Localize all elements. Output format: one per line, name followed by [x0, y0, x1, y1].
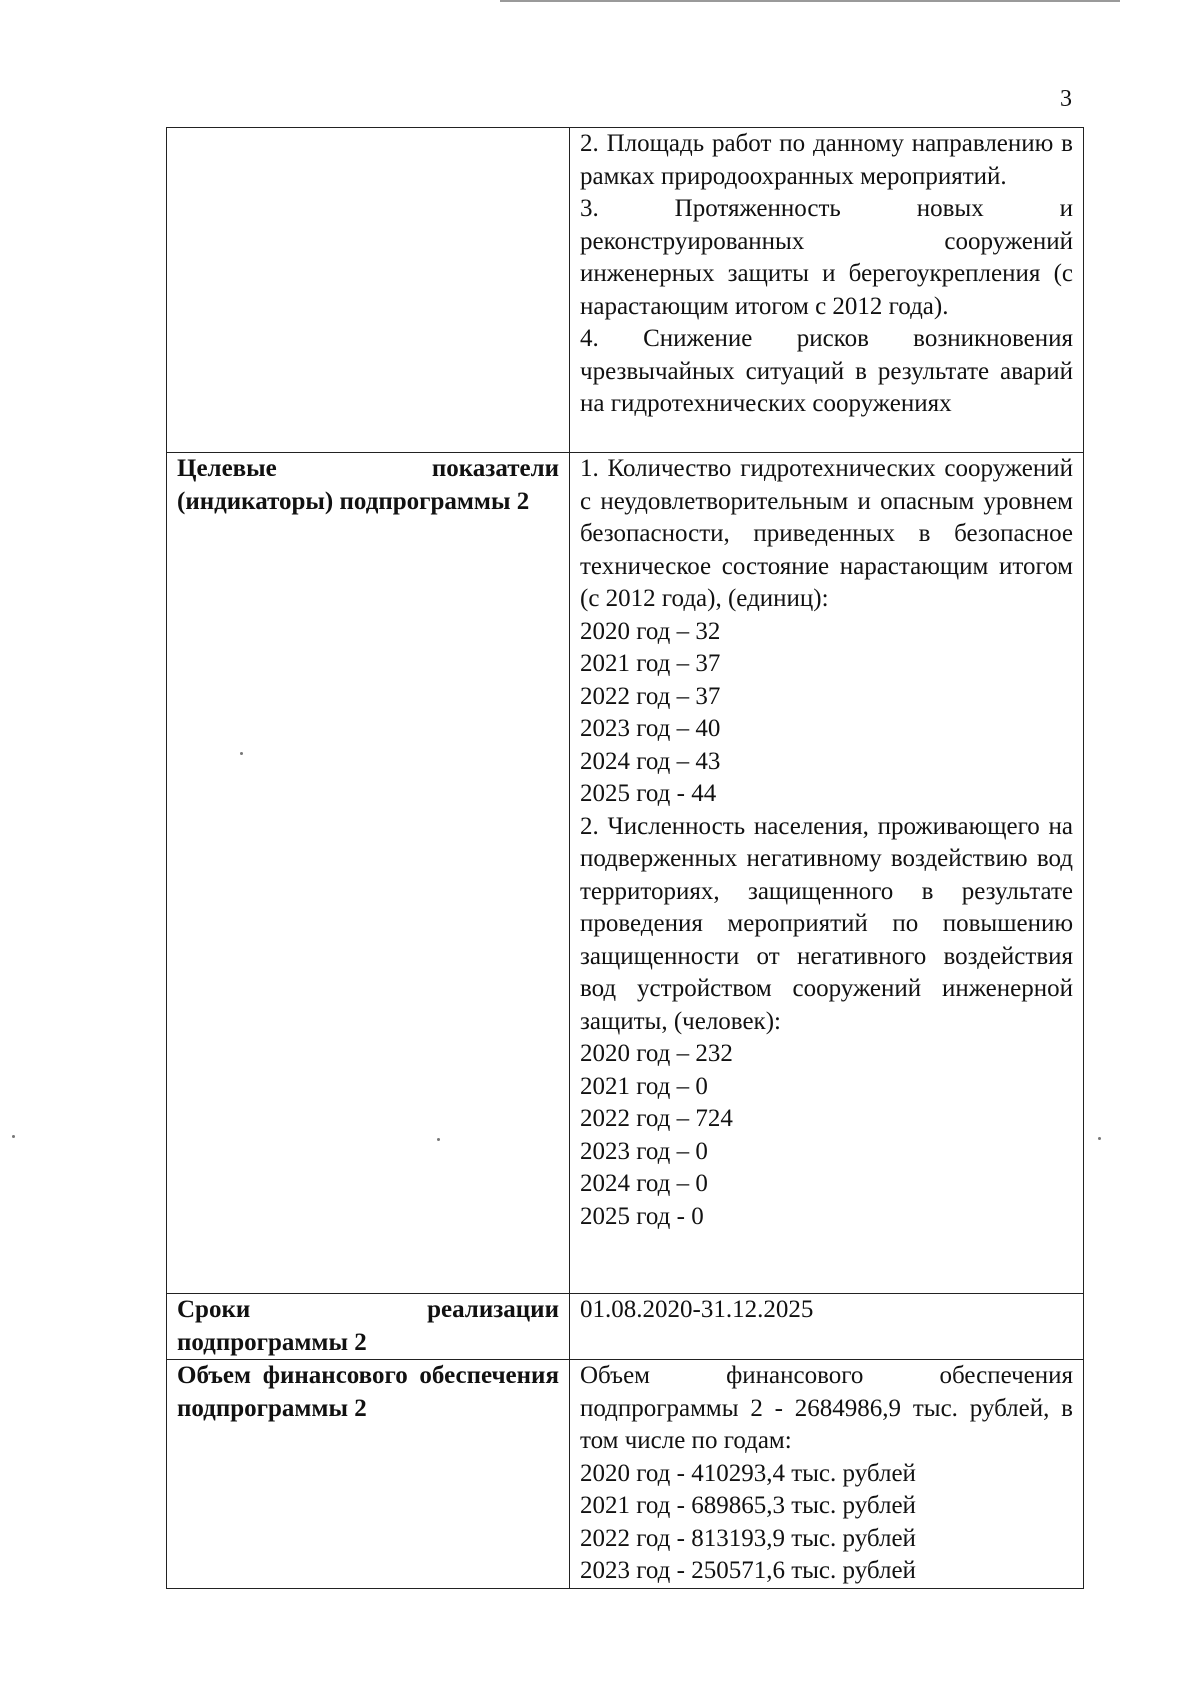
funding-year: 2021 год - 689865,3 тыс. рублей	[580, 1492, 916, 1519]
task-item-3: 3. Протяженность новых и реконструированных сооружений инженерных защиты и берегоукрепления (с нарастающим итогом с 2012 года).	[580, 195, 1073, 320]
indicator-1-year: 2020 год – 32	[580, 617, 721, 645]
subprogram-passport-table	[166, 127, 1084, 1589]
indicator-2-text: 2. Численность населения, проживающего на подверженных негативному воздействию вод территориях, защищенного в результате проведения мероприятий по повышению защищенности от негативного воздействия вод устройством сооружений инженерной защиты, (человек):	[580, 812, 1073, 1035]
page-number: 3	[1060, 86, 1072, 112]
scan-speck	[240, 752, 243, 755]
indicator-2-year: 2021 год – 0	[580, 1072, 708, 1100]
row-label-empty	[167, 128, 570, 453]
scan-speck	[12, 1135, 15, 1138]
indicator-1-text: 1. Количество гидротехнических сооружений с неудовлетворительным и опасным уровнем безопасности, приведенных в безопасное техническое состояние нарастающим итогом (с 2012 года), (единиц):	[580, 455, 1073, 612]
scan-speck	[437, 1138, 440, 1141]
funding-year: 2023 год - 250571,6 тыс. рублей	[580, 1557, 916, 1584]
table-row-target-indicators	[167, 453, 1084, 1294]
funding-volume-cell	[570, 1360, 1084, 1589]
indicator-2-year: 2024 год – 0	[580, 1170, 708, 1197]
funding-total-text: Объем финансового обеспечения подпрограммы 2 - 2684986,9 тыс. рублей, в том числе по годам:	[580, 1362, 1073, 1454]
indicator-1-year: 2021 год – 37	[580, 650, 721, 677]
indicator-2-year: 2023 год – 0	[580, 1137, 708, 1165]
task-item-4: 4. Снижение рисков возникновения чрезвычайных ситуаций в результате аварий на гидротехнических сооружениях	[580, 325, 1073, 417]
indicator-1-year: 2022 год – 37	[580, 682, 721, 710]
task-item-2: 2. Площадь работ по данному направлению в рамках природоохранных мероприятий.	[580, 130, 1073, 190]
indicator-1-year: 2025 год - 44	[580, 780, 717, 807]
scan-speck	[1098, 1137, 1101, 1140]
indicator-2-year: 2022 год – 724	[580, 1105, 733, 1132]
indicator-1-year: 2024 год – 43	[580, 747, 721, 775]
indicator-1-year: 2023 год – 40	[580, 715, 721, 742]
funding-year: 2022 год - 813193,9 тыс. рублей	[580, 1524, 916, 1552]
table-row-funding-volume	[167, 1360, 1084, 1589]
funding-year: 2020 год - 410293,4 тыс. рублей	[580, 1459, 916, 1487]
row-label-funding-volume: Объем финансового обеспечения подпрограммы 2	[167, 1360, 570, 1589]
row-label-target-indicators: Целевые показатели (индикаторы) подпрограммы 2	[167, 453, 570, 1294]
implementation-period-cell: 01.08.2020-31.12.2025	[570, 1294, 1084, 1360]
tasks-continued-cell	[570, 128, 1084, 453]
indicator-2-year: 2025 год - 0	[580, 1202, 704, 1230]
table-row-indicators-continued	[167, 128, 1084, 453]
scan-top-edge	[500, 0, 1120, 2]
indicator-2-year: 2020 год – 232	[580, 1040, 733, 1067]
row-label-implementation-period: Сроки реализации подпрограммы 2	[167, 1294, 570, 1360]
table-row-implementation-period	[167, 1294, 1084, 1360]
target-indicators-cell	[570, 453, 1084, 1294]
